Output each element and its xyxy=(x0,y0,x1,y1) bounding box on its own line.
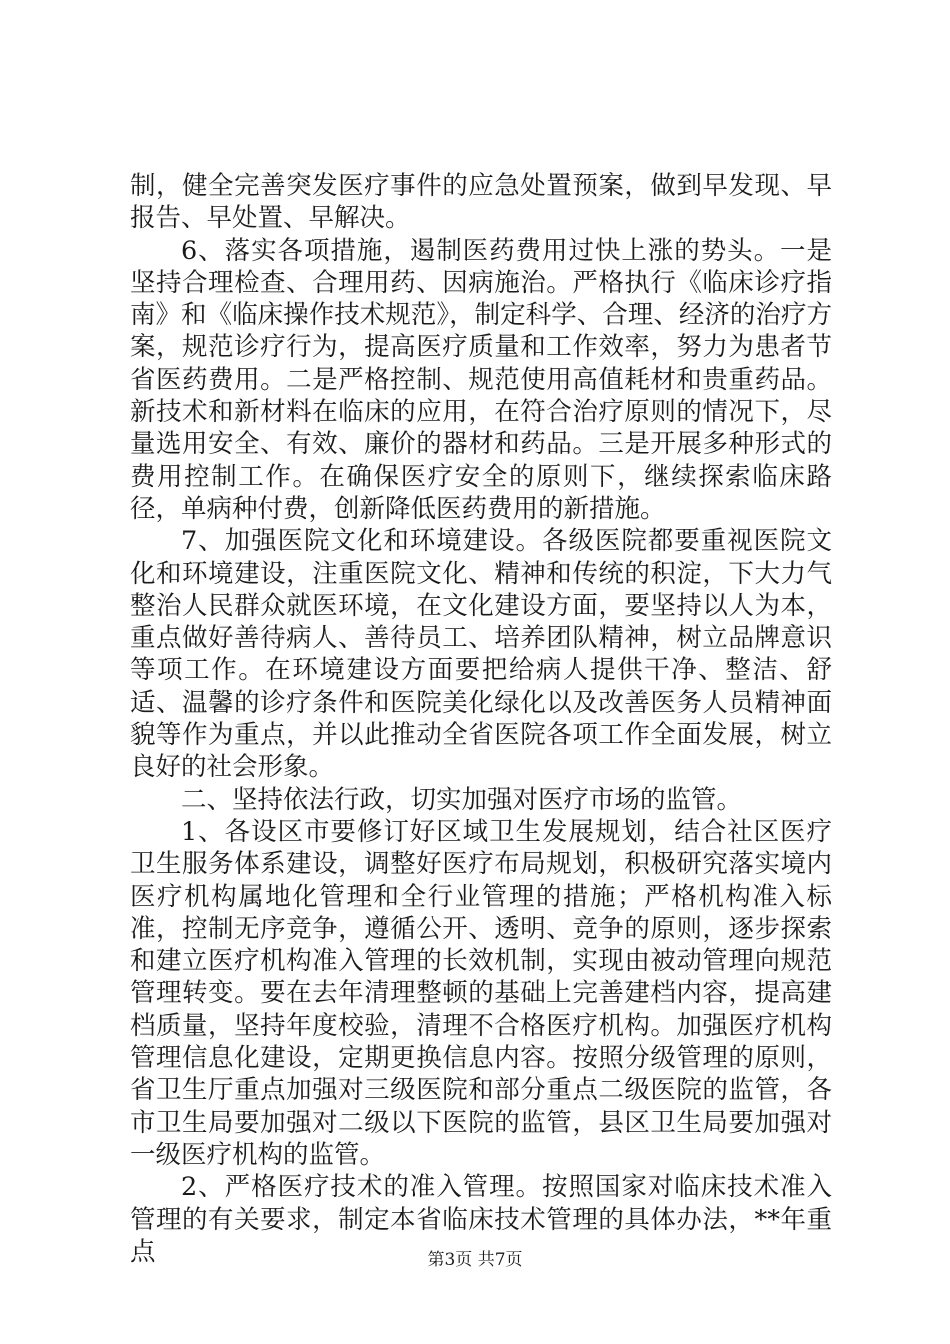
paragraph: 制，健全完善突发医疗事件的应急处置预案，做到早发现、早报告、早处置、早解决。 xyxy=(130,171,832,234)
paragraph: 2、严格医疗技术的准入管理。按照国家对临床技术准入管理的有关要求，制定本省临床技术管理的具体办法，**年重点 xyxy=(130,1172,832,1267)
paragraph: 1、各设区市要修订好区域卫生发展规划，结合社区医疗卫生服务体系建设，调整好医疗布局规划，积极研究落实境内医疗机构属地化管理和全行业管理的措施；严格机构准入标准，控制无序竞争，遵循公开、透明、竞争的原则，逐步探索和建立医疗机构准入管理的长效机制，实现由被动管理向规范管理转变。要在去年清理整顿的基础上完善建档内容，提高建档质量，坚持年度校验，清理不合格医疗机构。加强医疗机构管理信息化建设，定期更换信息内容。按照分级管理的原则，省卫生厅重点加强对三级医院和部分重点二级医院的监管，各市卫生局要加强对二级以下医院的监管，县区卫生局要加强对一级医疗机构的监管。 xyxy=(130,816,832,1170)
page-number: 第3页 共7页 xyxy=(427,1250,523,1270)
body-text xyxy=(130,170,832,1268)
section-heading: 二、坚持依法行政，切实加强对医疗市场的监管。 xyxy=(181,784,743,815)
paragraph: 7、加强医院文化和环境建设。各级医院都要重视医院文化和环境建设，注重医院文化、精神和传统的积淀，下大力气整治人民群众就医环境，在文化建设方面，要坚持以人为本，重点做好善待病人、善待员工、培养团队精神，树立品牌意识等项工作。在环境建设方面要把给病人提供干净、整洁、舒适、温馨的诊疗条件和医院美化绿化以及改善医务人员精神面貌等作为重点，并以此推动全省医院各项工作全面发展，树立良好的社会形象。 xyxy=(130,526,832,783)
paragraph: 6、落实各项措施，遏制医药费用过快上涨的势头。一是坚持合理检查、合理用药、因病施治。严格执行《临床诊疗指南》和《临床操作技术规范》，制定科学、合理、经济的治疗方案，规范诊疗行为，提高医疗质量和工作效率，努力为患者节省医药费用。二是严格控制、规范使用高值耗材和贵重药品。新技术和新材料在临床的应用，在符合治疗原则的情况下，尽量选用安全、有效、廉价的器材和药品。三是开展多种形式的费用控制工作。在确保医疗安全的原则下，继续探索临床路径，单病种付费，创新降低医药费用的新措施。 xyxy=(130,235,832,524)
